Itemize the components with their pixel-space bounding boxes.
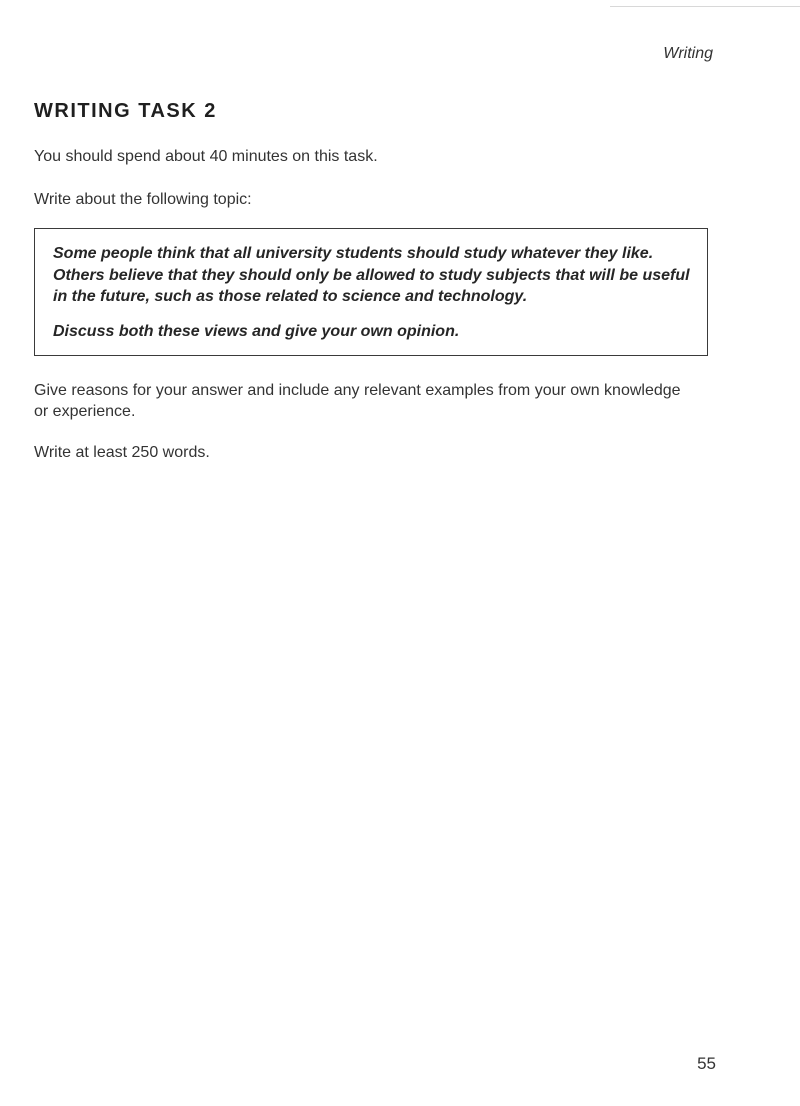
word-count-instruction: Write at least 250 words. (34, 444, 210, 461)
task-title: WRITING TASK 2 (34, 100, 217, 122)
prompt-box (34, 228, 708, 356)
running-head: Writing (663, 45, 713, 62)
page-number: 55 (697, 1054, 716, 1073)
prompt-statement: Some people think that all university students should study whatever they like. Others believe that they should only be allowed to study subjects that will be useful in the future, such as those related to science and technology. (53, 245, 690, 305)
prompt-instruction: Discuss both these views and give your own opinion. (53, 323, 460, 340)
reasons-instruction: Give reasons for your answer and include any relevant examples from your own knowledge or experience. (34, 382, 681, 420)
topic-intro: Write about the following topic: (34, 191, 252, 208)
time-instruction: You should spend about 40 minutes on this task. (34, 148, 378, 165)
top-rule (610, 6, 800, 7)
